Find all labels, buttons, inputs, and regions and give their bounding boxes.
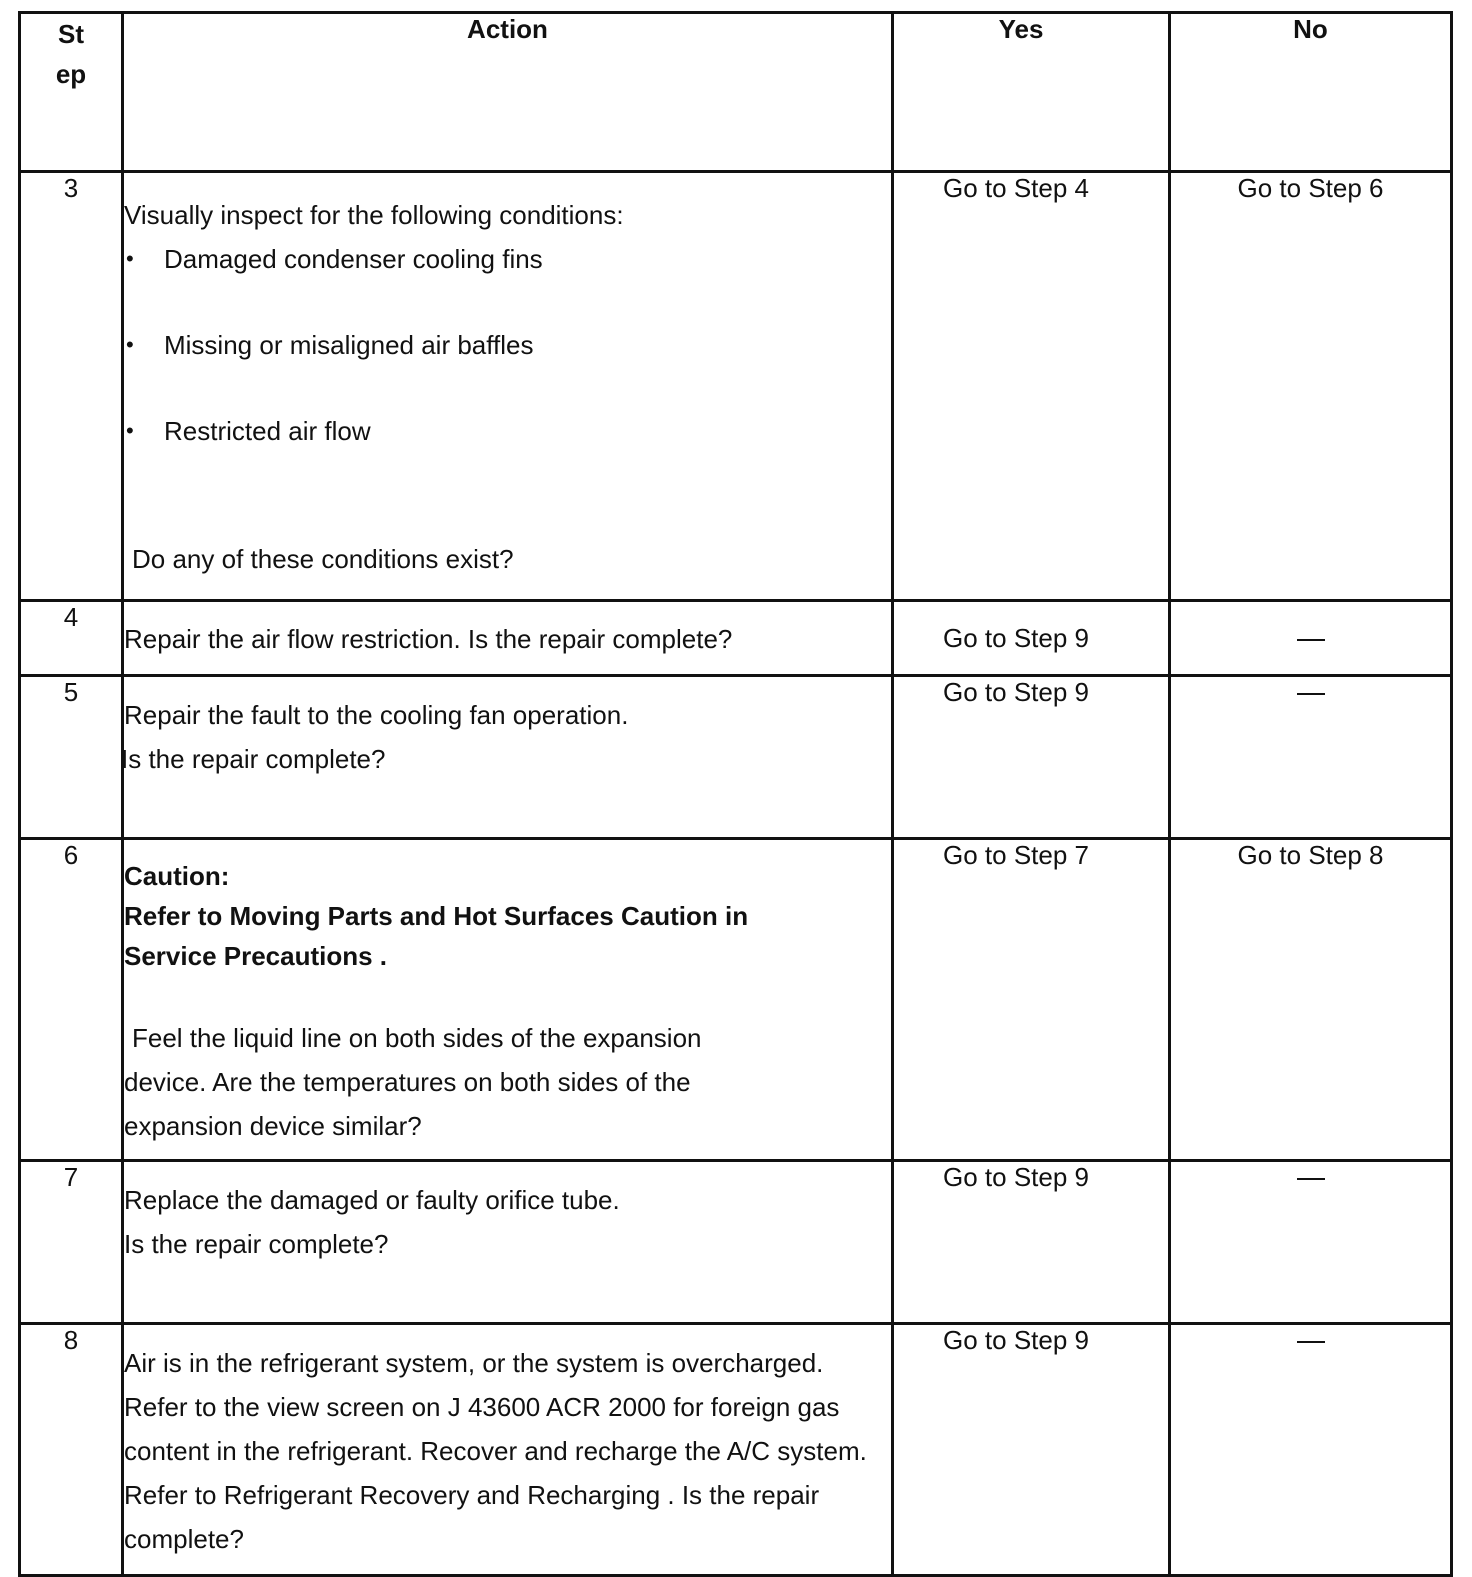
action-line: Replace the damaged or faulty orifice tube. — [124, 1185, 620, 1215]
yes-result: Go to Step 9 — [943, 622, 1089, 653]
list-item: • Restricted air flow — [124, 409, 891, 453]
step-number: 6 — [20, 839, 123, 1161]
action-intro: Visually inspect for the following conditions: — [124, 200, 624, 230]
table-row — [20, 1161, 1452, 1324]
conditions-list — [124, 237, 891, 453]
header-yes-label: Yes — [998, 14, 1044, 44]
table-row — [20, 172, 1452, 601]
action-line: Is the repair complete? — [124, 1229, 389, 1259]
no-cell — [1170, 676, 1452, 839]
action-cell — [123, 1161, 893, 1324]
spacer — [124, 976, 891, 1016]
no-cell — [1170, 839, 1452, 1161]
no-result-dash — [1297, 639, 1325, 641]
table-row — [20, 839, 1452, 1161]
step-number: 4 — [20, 601, 123, 676]
no-cell — [1170, 601, 1452, 676]
header-step-line2: ep — [55, 59, 87, 89]
no-cell — [1170, 172, 1452, 601]
yes-cell — [893, 172, 1170, 601]
no-cell — [1170, 1324, 1452, 1576]
action-line: Repair the fault to the cooling fan operation. — [124, 700, 629, 730]
action-cell: Air is in the refrigerant system, or the system is overcharged. Refer to the view screen on J 43600 ACR 2000 for foreign gas content in the refrigerant. Recover and recharge the A/C system. Refer to Refrigerant Recovery and Recharging . Is the repair complete? — [123, 1324, 893, 1576]
table-row — [20, 601, 1452, 676]
yes-result: Go to Step 9 — [943, 677, 1089, 707]
yes-result: Go to Step 4 — [943, 173, 1089, 203]
action-cell — [123, 172, 893, 601]
yes-cell — [893, 1161, 1170, 1324]
action-cell: Repair the air flow restriction. Is the repair complete? — [123, 601, 893, 676]
header-row — [20, 13, 1452, 172]
no-result-dash — [1297, 1341, 1325, 1343]
action-cell — [123, 676, 893, 839]
yes-cell — [893, 839, 1170, 1161]
caution-title: Caution: — [124, 861, 230, 891]
yes-result: Go to Step 9 — [943, 1162, 1089, 1192]
no-result: Go to Step 8 — [1237, 840, 1384, 870]
no-result-dash — [1297, 1178, 1325, 1180]
action-question: Do any of these conditions exist? — [132, 544, 514, 574]
header-action: Action — [123, 13, 893, 172]
header-step-line1: St — [58, 19, 84, 49]
header-step — [20, 13, 123, 172]
no-cell — [1170, 1161, 1452, 1324]
list-item: • Missing or misaligned air baffles — [124, 323, 891, 367]
caution-text: Refer to Moving Parts and Hot Surfaces Caution in Service Precautions . — [124, 901, 749, 971]
table-row — [20, 676, 1452, 839]
step-number: 8 — [20, 1324, 123, 1576]
step-number: 3 — [20, 172, 123, 601]
header-yes — [893, 13, 1170, 172]
no-result: Go to Step 6 — [1237, 173, 1384, 203]
table-row — [20, 1324, 1452, 1576]
yes-result: Go to Step 7 — [943, 840, 1089, 870]
step-number: 5 — [20, 676, 123, 839]
yes-cell — [893, 1324, 1170, 1576]
list-item: • Damaged condenser cooling fins — [124, 237, 891, 281]
action-text: Feel the liquid line on both sides of the expansion device. Are the temperatures on both sides of the expansion device similar? — [124, 1023, 702, 1141]
action-line: Is the repair complete? — [121, 744, 386, 774]
action-cell — [123, 839, 893, 1161]
yes-cell — [893, 601, 1170, 676]
step-number: 7 — [20, 1161, 123, 1324]
header-no: No — [1170, 13, 1452, 172]
yes-cell — [893, 676, 1170, 839]
diagnostic-procedure-table — [18, 11, 1453, 1577]
yes-result: Go to Step 9 — [943, 1325, 1089, 1355]
no-result-dash — [1297, 693, 1325, 695]
